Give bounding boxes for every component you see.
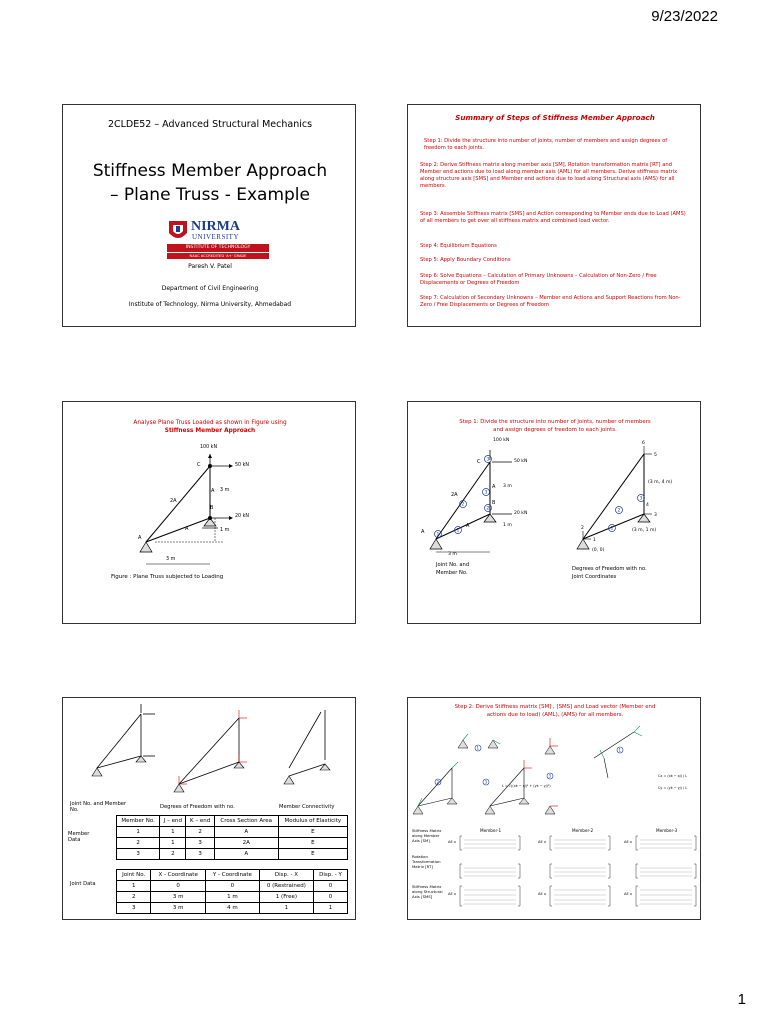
table-header-cell: Disp. - X bbox=[259, 870, 313, 881]
table-cell: 3 m bbox=[151, 892, 205, 903]
table-row bbox=[117, 827, 348, 838]
svg-text:3: 3 bbox=[486, 457, 490, 463]
table-cell: E bbox=[278, 838, 347, 849]
s4-load-50: 50 kN bbox=[514, 459, 528, 464]
table-cell: 1 bbox=[160, 838, 186, 849]
svg-text:3: 3 bbox=[484, 779, 488, 785]
slide-summary bbox=[407, 104, 701, 327]
area-2a: 2A bbox=[170, 498, 177, 504]
table-header-cell: Member No. bbox=[117, 816, 160, 827]
joint-table bbox=[116, 869, 348, 914]
page-number: 1 bbox=[737, 991, 746, 1008]
summary-step-1: Step 1: Divide the structure into number of joints, number of members and assign degrees of freedom to each joints. bbox=[424, 138, 668, 151]
shield-icon bbox=[167, 219, 189, 243]
table-cell: 1 bbox=[259, 903, 313, 914]
table-cell: 0 (Restrained) bbox=[259, 881, 313, 892]
summary-step-7: Step 7: Calculation of Secondary Unknowns – Member end Actions and Support Reactions from Non-Zero / Free Displacements or Degrees of Freedom bbox=[420, 295, 681, 308]
ae-label-3: AE x bbox=[624, 840, 632, 844]
table-cell: 1 (Free) bbox=[259, 892, 313, 903]
joint-label-a: A bbox=[138, 535, 142, 541]
logo-band: INSTITUTE OF TECHNOLOGY bbox=[167, 244, 269, 252]
summary-step-4: Step 4: Equilibrium Equations bbox=[420, 243, 497, 249]
svg-text:2: 2 bbox=[461, 502, 465, 508]
s4-load-100: 100 kN bbox=[493, 438, 510, 443]
author: Paresh V. Patel bbox=[188, 263, 232, 270]
dim-3m-bottom: 3 m bbox=[166, 557, 176, 562]
s4-load-20: 20 kN bbox=[514, 511, 528, 516]
slide-title bbox=[62, 104, 356, 327]
problem-title-line2: Stiffness Member Approach bbox=[164, 428, 256, 434]
table-cell: 2 bbox=[117, 838, 160, 849]
s5-cap-dof: Degrees of Freedom with no. bbox=[160, 804, 235, 810]
coord-0-0: (0, 0) bbox=[592, 548, 605, 553]
cy-formula: Cy = (yk − yj) / L bbox=[658, 786, 688, 790]
nirma-logo bbox=[167, 219, 269, 261]
load-50: 50 kN bbox=[235, 463, 249, 468]
svg-text:1: 1 bbox=[610, 526, 614, 532]
slide-problem bbox=[62, 401, 356, 624]
table-cell: 1 m bbox=[205, 892, 259, 903]
table-cell: 3 m bbox=[151, 903, 205, 914]
length-formula: L = √((xk − xj)² + (yk − yj)²) bbox=[502, 784, 551, 788]
logo-sub: UNIVERSITY bbox=[192, 233, 239, 241]
table-header-cell: X - Coordinate bbox=[151, 870, 205, 881]
slide-step1 bbox=[407, 401, 701, 624]
svg-text:2: 2 bbox=[617, 508, 621, 514]
table-cell: 0 bbox=[313, 892, 347, 903]
joint-member-figure bbox=[408, 402, 701, 624]
svg-text:3: 3 bbox=[548, 773, 552, 779]
table-cell: 2 bbox=[186, 827, 214, 838]
table-header-cell: Disp. - Y bbox=[313, 870, 347, 881]
summary-step-5: Step 5: Apply Boundary Conditions bbox=[420, 257, 511, 263]
ae-label-1: AE x bbox=[448, 840, 456, 844]
table-cell: 2 bbox=[160, 849, 186, 860]
svg-text:6: 6 bbox=[642, 441, 645, 446]
s4-dim-3m: 3 m bbox=[503, 484, 512, 489]
problem-title-line1: Analyse Plane Truss Loaded as shown in Figure using bbox=[133, 420, 287, 426]
ae-label-5: AE x bbox=[538, 892, 546, 896]
slide-step2 bbox=[407, 697, 701, 920]
area-a-vertical: A bbox=[211, 488, 215, 494]
member-1-label: Member-1 bbox=[480, 828, 502, 833]
table-cell: 0 bbox=[205, 881, 259, 892]
member-2-label: Member-2 bbox=[572, 828, 594, 833]
svg-text:3: 3 bbox=[484, 490, 488, 496]
svg-text:1: 1 bbox=[593, 538, 596, 543]
svg-text:4: 4 bbox=[646, 503, 649, 508]
svg-text:2: 2 bbox=[581, 526, 584, 531]
summary-step-6: Step 6: Solve Equations – Calculation of Primary Unknowns – Calculation of Non-Zero / Free Displacements or Degrees of Freedom bbox=[420, 273, 657, 286]
s4-joint-b: B bbox=[492, 500, 496, 506]
table-header-cell: Y - Coordinate bbox=[205, 870, 259, 881]
dim-3m-top: 3 m bbox=[220, 488, 230, 493]
table-row bbox=[117, 881, 348, 892]
joint-data-label: Joint Data bbox=[70, 881, 96, 887]
step1-title-line2: and assign degrees of freedom to each joints. bbox=[493, 427, 617, 433]
member-table bbox=[116, 815, 348, 860]
load-100: 100 kN bbox=[200, 445, 218, 450]
truss-figure bbox=[63, 402, 356, 624]
table-header-cell: Joint No. bbox=[117, 870, 151, 881]
table-cell: 0 bbox=[313, 881, 347, 892]
matrix-blocks bbox=[408, 698, 701, 920]
table-row bbox=[117, 838, 348, 849]
table-row bbox=[117, 903, 348, 914]
caption-joint-no: Joint No. and bbox=[436, 562, 470, 568]
svg-text:1: 1 bbox=[456, 528, 460, 534]
caption-dof: Degrees of Freedom with no. bbox=[572, 566, 647, 572]
ae-label-6: AE x bbox=[624, 892, 632, 896]
figure-caption: Figure : Plane Truss subjected to Loading bbox=[111, 574, 224, 580]
joint-label-c: C bbox=[197, 462, 201, 468]
table-cell: 0 bbox=[151, 881, 205, 892]
coord-3m-4m: (3 m, 4 m) bbox=[648, 480, 673, 485]
logo-name: NIRMA bbox=[191, 219, 240, 234]
joint-table-header bbox=[117, 870, 348, 881]
member-data-label: Member Data bbox=[68, 831, 90, 843]
table-cell: 1 bbox=[117, 881, 151, 892]
member-3-label: Member-3 bbox=[656, 828, 678, 833]
step2-title-line1: Step 2: Derive Stiffness matrix [SM] , [SMS] and Load vector (Member end bbox=[454, 704, 656, 710]
table-row bbox=[117, 849, 348, 860]
slide-title-line2: – Plane Truss - Example bbox=[110, 185, 310, 205]
svg-text:1: 1 bbox=[476, 745, 480, 751]
row-label-rt: Rotation Transformation Matrix [RT] bbox=[412, 854, 441, 869]
s4-area-2a: 2A bbox=[451, 492, 458, 498]
table-cell: 2 bbox=[117, 892, 151, 903]
page-date: 9/23/2022 bbox=[651, 8, 718, 25]
department: Department of Civil Engineering bbox=[161, 285, 259, 292]
step2-title-line2: actions due to load) (AML), (AMS) for all members. bbox=[486, 712, 624, 718]
member-table-header bbox=[117, 816, 348, 827]
table-cell: 1 bbox=[160, 827, 186, 838]
table-cell: 3 bbox=[117, 903, 151, 914]
institute: Institute of Technology, Nirma University, Ahmedabad bbox=[128, 301, 292, 308]
slide-title-line1: Stiffness Member Approach bbox=[92, 161, 328, 181]
svg-text:3: 3 bbox=[639, 496, 643, 502]
table-cell: A bbox=[214, 827, 278, 838]
s4-joint-c: C bbox=[477, 459, 481, 465]
summary-step-3: Step 3: Assemble Stiffness matrix [SMS] and Action corresponding to Member ends due to Load (AMS) of all members to get over all stiffness matrix and combined load vector. bbox=[420, 211, 686, 224]
table-cell: 3 bbox=[186, 849, 214, 860]
load-20: 20 kN bbox=[235, 514, 249, 519]
dim-1m: 1 m bbox=[220, 528, 230, 533]
ae-label-4: AE x bbox=[448, 892, 456, 896]
table-cell: 3 bbox=[186, 838, 214, 849]
svg-text:3: 3 bbox=[654, 513, 657, 518]
svg-text:5: 5 bbox=[654, 453, 657, 458]
summary-title: Summary of Steps of Stiffness Member Approach bbox=[455, 113, 655, 122]
table-header-cell: Cross Section Area bbox=[214, 816, 278, 827]
s4-area-a-bottom: A bbox=[466, 523, 470, 529]
table-row bbox=[117, 892, 348, 903]
coord-3m-1m: (3 m, 1 m) bbox=[632, 528, 657, 533]
step1-title-line1: Step 1: Divide the structure into number of joints, number of members bbox=[459, 419, 651, 425]
s5-cap-joint: Joint No. and Member No. bbox=[70, 801, 127, 813]
logo-naac: NAAC ACCREDITED 'A+' GRADE bbox=[167, 253, 269, 259]
summary-step-2: Step 2: Derive Stiffness matrix along member axis [SM], Rotation transformation matrix [RT] and Member end actions due to load along member axis (AML) for all members. Derive stiffness matrix along structure axis [SMS] and Member end actions due to load along Structural axis (AMS) for all members. bbox=[420, 162, 678, 189]
s4-area-a-vertical: A bbox=[492, 484, 496, 490]
table-cell: 3 bbox=[117, 849, 160, 860]
cx-formula: Cx = (xk − xj) / L bbox=[658, 774, 688, 778]
table-cell: 4 m bbox=[205, 903, 259, 914]
joint-label-b: B bbox=[210, 505, 214, 511]
s5-cap-conn: Member Connectivity bbox=[279, 804, 335, 810]
caption-member-no: Member No. bbox=[436, 570, 468, 576]
table-header-cell: J – end bbox=[160, 816, 186, 827]
table-cell: E bbox=[278, 827, 347, 838]
row-label-sms: Stiffness Matrix along Structural Axis [SMS] bbox=[412, 884, 443, 899]
svg-text:1: 1 bbox=[436, 532, 440, 538]
table-header-cell: K – end bbox=[186, 816, 214, 827]
table-cell: 2A bbox=[214, 838, 278, 849]
svg-text:1: 1 bbox=[618, 747, 622, 753]
s4-dim-1m: 1 m bbox=[503, 523, 512, 528]
svg-text:2: 2 bbox=[486, 506, 490, 512]
s4-dim-3m-bottom: 3 m bbox=[448, 552, 457, 557]
s4-joint-a: A bbox=[421, 529, 425, 535]
area-a-bottom: A bbox=[185, 526, 189, 532]
caption-coords: Joint Coordinates bbox=[572, 574, 617, 580]
table-cell: 1 bbox=[117, 827, 160, 838]
table-cell: E bbox=[278, 849, 347, 860]
row-label-sm: Stiffness Matrix along Member Axis [SM] bbox=[412, 828, 442, 843]
slide-data bbox=[62, 697, 356, 920]
connectivity-figures bbox=[63, 698, 356, 808]
table-header-cell: Modulus of Elasticity bbox=[278, 816, 347, 827]
course-title: 2CLDE52 – Advanced Structural Mechanics bbox=[107, 119, 313, 130]
ae-label-2: AE x bbox=[538, 840, 546, 844]
table-cell: A bbox=[214, 849, 278, 860]
table-cell: 1 bbox=[313, 903, 347, 914]
svg-text:2: 2 bbox=[436, 779, 440, 785]
